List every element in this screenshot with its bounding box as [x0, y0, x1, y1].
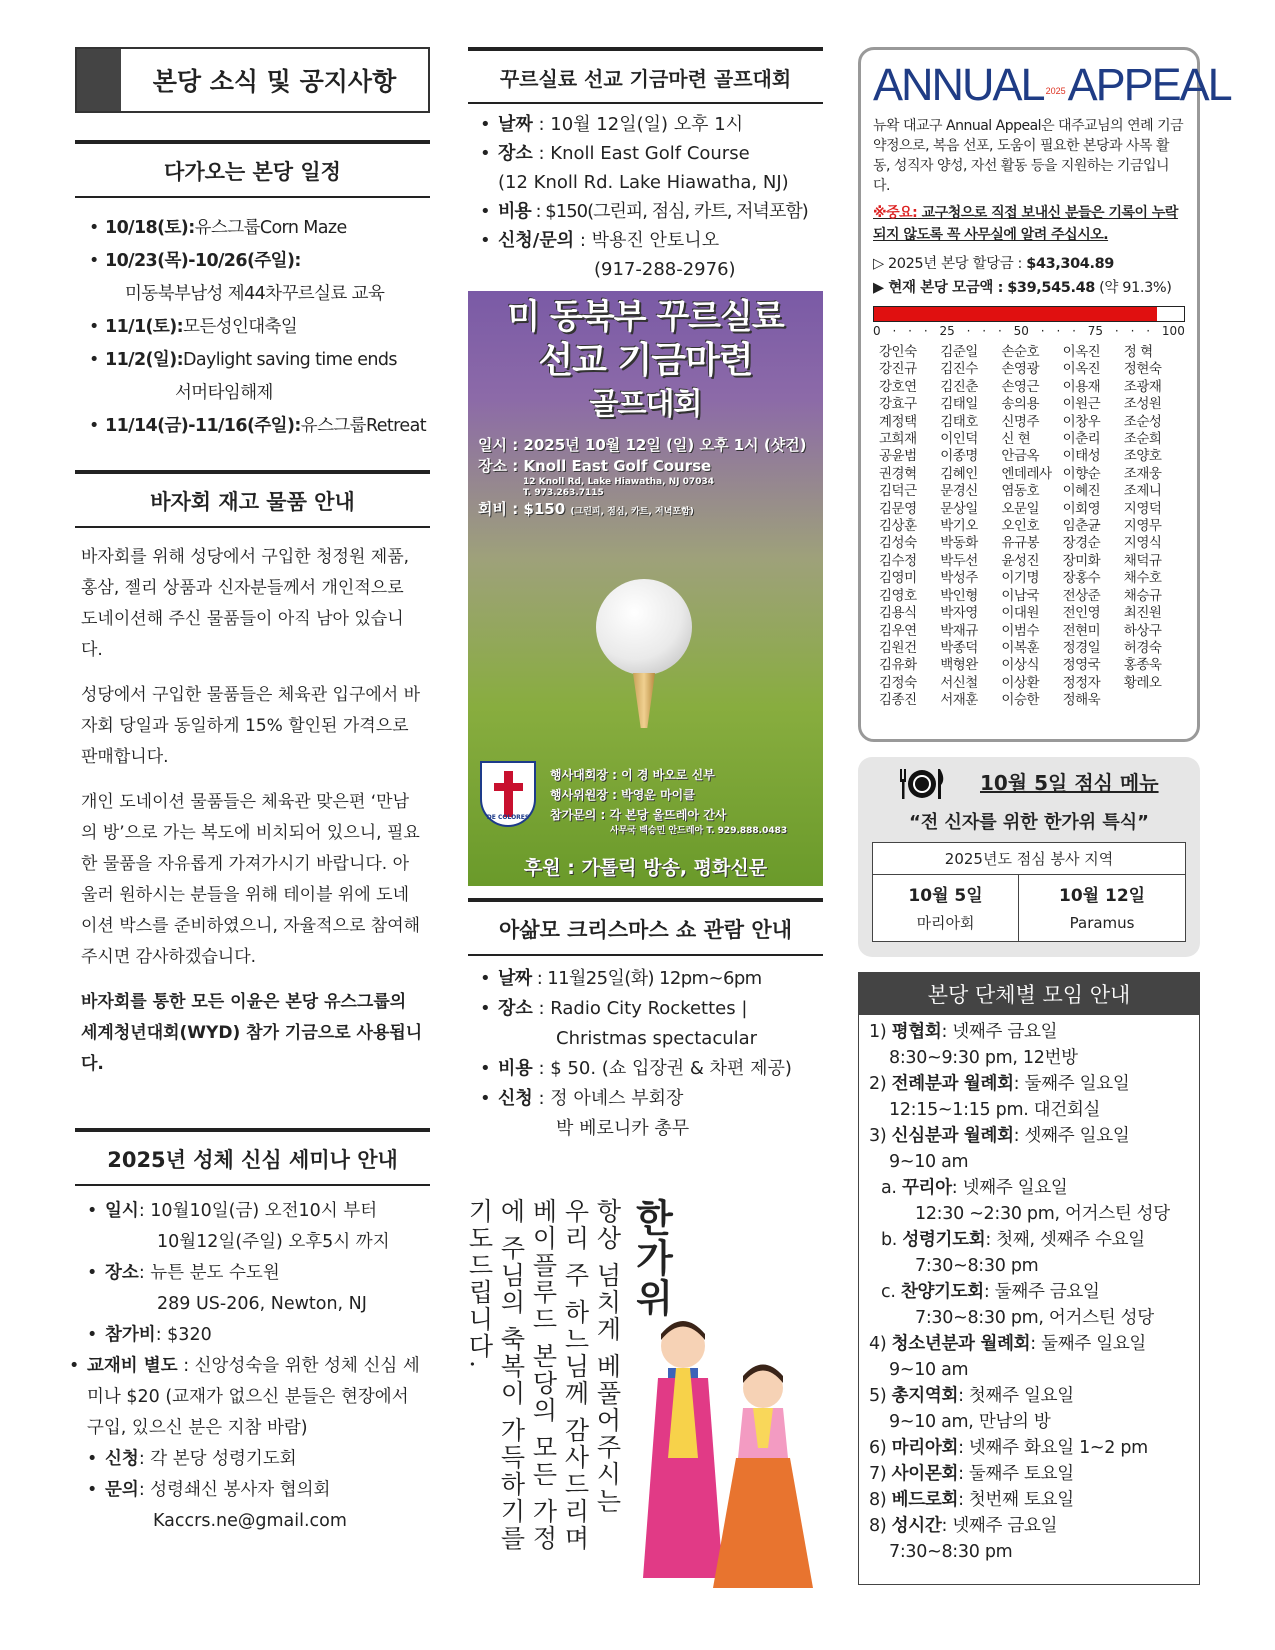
scale-tick: · — [892, 324, 897, 338]
donor-name: 장홍수 — [1062, 570, 1101, 587]
donor-name: 강효구 — [879, 396, 917, 413]
scale-tick: · — [982, 324, 987, 338]
donor-name: 김상훈 — [879, 518, 917, 535]
xmas-apply: • 신청 : 정 아녜스 부회장 박 베로니카 총무 — [480, 1084, 823, 1144]
xmas-title: 아삶모 크리스마스 쇼 관람 안내 — [468, 898, 823, 956]
donor-name: 정현숙 — [1123, 361, 1162, 378]
bazaar-paragraph-4: 바자회를 통한 모든 이윤은 본당 유스그룹의 세계청년대회(WYD) 참가 기금으로 사용됩니다. — [81, 992, 423, 1074]
de-colores-emblem-icon: DE COLORES — [480, 761, 536, 827]
donor-name: 안금옥 — [1001, 448, 1040, 465]
donor-name: 허경숙 — [1123, 639, 1162, 656]
appeal-target: ▷ 2025년 본당 할당금 : $43,304.89 — [873, 256, 1114, 272]
donor-name: 박종덕 — [940, 639, 978, 656]
bazaar-paragraph-1: 바자회를 위해 성당에서 구입한 청정원 제품, 홍삼, 젤리 상품과 신자분들께서 개인적으로 도네이션해 주신 물품들이 아직 남아 있습니다. — [81, 547, 410, 660]
donor-name: 박인형 — [940, 587, 978, 604]
xmas-fee: • 비용 : $ 50. (쇼 입장권 & 차편 제공) — [480, 1054, 823, 1084]
donor-name: 이옥진 — [1062, 344, 1101, 360]
donor-name: 김준일 — [940, 344, 978, 360]
golf-ball-icon — [596, 579, 692, 675]
donor-name: 김혜인 — [940, 465, 978, 482]
schedule-section — [75, 140, 430, 443]
donor-name: 엔데레사 — [1001, 465, 1052, 482]
group-item: 6) 마리아회: 넷째주 화요일 1~2 pm — [869, 1438, 1148, 1458]
group-item: 7) 사이몬회: 둘째주 토요일 — [869, 1464, 1074, 1484]
scale-tick: 100 — [1161, 324, 1185, 338]
groups-title: 본당 단체별 모임 안내 — [859, 973, 1199, 1015]
donor-names — [873, 344, 1185, 710]
donor-name: 강진규 — [879, 361, 917, 378]
donor-name: 조광재 — [1123, 378, 1162, 395]
donor-name: 조순희 — [1123, 431, 1162, 448]
appeal-raised: ▶ 현재 본당 모금액 : $39,545.48 (약 91.3%) — [873, 280, 1172, 296]
schedule-item: • 10/18(토):유스그룹Corn Maze — [89, 212, 430, 245]
bazaar-section — [75, 470, 430, 1080]
golf-date: • 날짜 : 10월 12일(일) 오후 1시 — [480, 110, 823, 139]
hangawi-line4: 에 주님의 축복이 가득하기를 — [497, 1198, 526, 1552]
donor-name: 김진수 — [940, 361, 978, 378]
donor-name: 조제니 — [1123, 483, 1162, 500]
donor-name: 손순호 — [1001, 344, 1040, 360]
poster-staff: 행사대회장 : 이 경 바오로 신부 행사위원장 : 박영운 마이클 참가문의 : 각 본당 울뜨레아 간사 사무국 백승민 안드레아 T. 929.888.0483 — [550, 768, 788, 836]
donor-name: 하상구 — [1123, 622, 1162, 639]
donor-name: 고희재 — [879, 431, 917, 448]
donor-name: 조순성 — [1123, 413, 1162, 430]
hangawi-title: 한가위 — [629, 1198, 674, 1318]
donor-name: 김영미 — [879, 570, 917, 587]
donor-name: 박성주 — [940, 570, 978, 587]
donor-name: 유규봉 — [1001, 535, 1040, 552]
donor-name: 이태성 — [1062, 448, 1101, 465]
donor-name: 이인덕 — [940, 431, 978, 448]
plate-cutlery-icon — [898, 767, 946, 801]
seminar-place: • 장소: 뉴튼 분도 수도원 289 US-206, Newton, NJ — [87, 1258, 430, 1320]
schedule-item: • 11/1(토):모든성인대축일 — [89, 311, 430, 344]
donor-name: 이옥진 — [1062, 361, 1101, 378]
donor-name: 문경신 — [940, 483, 978, 500]
donor-name: 정경일 — [1062, 639, 1101, 656]
groups-list — [859, 1015, 1199, 1569]
hangawi-line2: 우리 주 하느님께 감사드리며 — [561, 1198, 590, 1552]
donor-name: 임춘균 — [1062, 518, 1101, 535]
group-item: 4) 청소년분과 월례회: 둘째주 일요일 9~10 am — [869, 1334, 1147, 1380]
donor-name: 조양호 — [1123, 448, 1162, 465]
donor-name: 이상식 — [1001, 657, 1040, 674]
seminar-section — [75, 1128, 430, 1537]
donor-name: 박자영 — [940, 605, 978, 622]
schedule-item: • 10/23(목)-10/26(주일): 미동북부남성 제44차꾸르실료 교육 — [89, 245, 430, 311]
donor-name: 이춘리 — [1062, 431, 1101, 448]
donor-name: 이남국 — [1001, 587, 1040, 604]
schedule-list — [75, 212, 430, 443]
group-item: b. 성령기도회: 첫째, 셋째주 수요일 7:30~8:30 pm — [881, 1230, 1145, 1276]
main-header — [75, 47, 430, 113]
scale-tick: · — [1130, 324, 1135, 338]
golf-section — [468, 47, 823, 284]
donor-name: 이용재 — [1062, 378, 1101, 395]
bazaar-paragraph-3: 개인 도네이션 물품들은 체육관 맞은편 ‘만남의 방’으로 가는 복도에 비치되어 있으니, 필요한 물품을 자유롭게 가져가시기 바랍니다. 아울러 원하시는 분들을 위해 테이블 위에 도네이션 박스를 준비하였으니, 자율적으로 참여해 주시면 감사하겠습니다. — [81, 792, 421, 967]
scale-tick: · — [923, 324, 928, 338]
donor-name: 박두선 — [940, 552, 978, 569]
donor-name: 황레오 — [1123, 674, 1162, 691]
appeal-progress-bar — [873, 306, 1185, 322]
donor-name: 김태호 — [940, 413, 978, 430]
golf-info-list — [468, 110, 823, 284]
group-item: 3) 신심분과 월례회: 셋째주 일요일 9~10 am — [869, 1126, 1130, 1172]
donor-name: 권경혁 — [879, 465, 917, 482]
donor-name: 이혜진 — [1062, 483, 1101, 500]
donor-name: 전현미 — [1062, 622, 1101, 639]
donor-name: 이승한 — [1001, 692, 1040, 709]
lunch-date-2: 10월 12일 — [1019, 875, 1186, 909]
donor-name: 김문영 — [879, 500, 917, 517]
appeal-description: 뉴왁 대교구 Annual Appeal은 대주교님의 연례 기금 약정으로, 복음 선포, 도움이 필요한 본당과 사목 활동, 성직자 양성, 자선 활동 등을 지원하는 기금입니다. — [873, 118, 1184, 194]
donor-name: 손영광 — [1001, 361, 1040, 378]
lunch-date-1: 10월 5일 — [873, 875, 1019, 909]
golf-fee: • 비용 : $150(그린피, 점심, 카트, 저녁포함) — [480, 197, 823, 226]
schedule-item: • 11/2(일):Daylight saving time ends 서머타임해제 — [89, 344, 430, 410]
donor-name: 김유화 — [879, 657, 917, 674]
donor-name: 장미화 — [1062, 552, 1101, 569]
donor-name: 이기명 — [1001, 570, 1040, 587]
seminar-list — [75, 1196, 430, 1537]
donor-name: 김용식 — [879, 605, 917, 622]
donor-name: 조성원 — [1123, 396, 1162, 413]
donor-name: 김덕근 — [879, 483, 917, 500]
donor-name: 이복훈 — [1001, 639, 1040, 656]
golf-poster — [468, 291, 823, 886]
group-item: 8) 베드로회: 첫번째 토요일 — [869, 1490, 1074, 1510]
donor-name: 조재웅 — [1123, 465, 1162, 482]
xmas-place: • 장소 : Radio City Rockettes | Christmas spectacular — [480, 994, 823, 1054]
hangawi-line3: 베이플루드 본당의 모든 가정 — [529, 1198, 558, 1552]
donor-name: 지영무 — [1123, 518, 1162, 535]
donor-name: 이창우 — [1062, 413, 1101, 430]
donor-name: 김진춘 — [940, 378, 978, 395]
scale-tick: · — [1040, 324, 1045, 338]
page-title: 본당 소식 및 공지사항 — [152, 67, 397, 96]
donor-name: 강호연 — [879, 378, 917, 395]
scale-tick: 75 — [1087, 324, 1104, 338]
donor-name: 박기오 — [940, 518, 978, 535]
donor-name: 김태일 — [940, 396, 978, 413]
donor-name: 손영근 — [1001, 378, 1040, 395]
poster-title-line2: 선교 기금마련 — [538, 340, 753, 381]
donor-name: 최진원 — [1123, 605, 1162, 622]
donor-name: 채승규 — [1123, 587, 1162, 604]
donor-name: 이상환 — [1001, 674, 1040, 691]
xmas-info-list — [468, 964, 823, 1144]
donor-name: 김정숙 — [879, 674, 917, 691]
scale-tick: · — [1056, 324, 1061, 338]
poster-title-line1: 미 동북부 꾸르실료 — [507, 297, 784, 337]
donor-name: 전인영 — [1062, 605, 1101, 622]
group-item: 1) 평협회: 넷째주 금요일 8:30~9:30 pm, 12번방 — [869, 1022, 1078, 1068]
hanbok-couple-illustration — [628, 1308, 823, 1608]
seminar-date: • 일시: 10월10일(금) 오전10시 부터 10월12일(주일) 오후5시 까지 — [87, 1196, 430, 1258]
seminar-apply: • 신청: 각 본당 성령기도회 — [87, 1444, 430, 1475]
scale-tick: · — [997, 324, 1002, 338]
donor-name: 지영식 — [1123, 535, 1162, 552]
donor-name: 김영호 — [879, 587, 917, 604]
donor-name: 홍종욱 — [1123, 657, 1162, 674]
appeal-warning: ※중요: 교구청으로 직접 보내신 분들은 기록이 누락되지 않도록 꼭 사무실에 알려 주십시오. — [873, 205, 1178, 243]
donor-name: 지영덕 — [1123, 500, 1162, 517]
donor-name: 김수정 — [879, 552, 917, 569]
donor-name — [1124, 692, 1185, 709]
bazaar-title: 바자회 재고 물품 안내 — [75, 470, 430, 528]
donor-name: 신 현 — [1001, 431, 1031, 448]
donor-name: 박동화 — [940, 535, 978, 552]
donor-name: 정정자 — [1062, 674, 1101, 691]
donor-name: 송의용 — [1001, 396, 1040, 413]
donor-name: 염동호 — [1001, 483, 1040, 500]
seminar-contact: • 문의: 성령쇄신 봉사자 협의회 Kaccrs.ne@gmail.com — [87, 1475, 430, 1537]
seminar-book: • 교재비 별도 : 신앙성숙을 위한 성체 신심 세미나 $20 (교재가 없으신 분들은 현장에서 구입, 있으신 분은 지참 바람) — [69, 1351, 430, 1444]
donor-name: 서재훈 — [940, 692, 978, 709]
donor-name: 이종명 — [940, 448, 978, 465]
donor-name: 장경순 — [1062, 535, 1101, 552]
donor-name: 채수호 — [1123, 570, 1162, 587]
donor-name: 오문일 — [1001, 500, 1040, 517]
schedule-item: • 11/14(금)-11/16(주일):유스그룹Retreat — [89, 410, 430, 443]
group-item: 8) 성시간: 넷째주 금요일 7:30~8:30 pm — [869, 1516, 1058, 1562]
lunch-group-1: 마리아회 — [873, 908, 1019, 942]
lunch-menu-box — [858, 757, 1200, 957]
group-item: 5) 총지역회: 첫째주 일요일 9~10 am, 만남의 방 — [869, 1386, 1074, 1432]
group-meetings-box — [858, 972, 1200, 1585]
scale-tick: · — [1146, 324, 1151, 338]
scale-tick: · — [966, 324, 971, 338]
hangawi-greeting — [465, 1198, 823, 1650]
donor-name: 채덕규 — [1123, 552, 1162, 569]
scale-tick: 50 — [1013, 324, 1029, 338]
donor-name: 서신철 — [940, 674, 978, 691]
donor-name: 공윤범 — [879, 448, 917, 465]
lunch-service-table — [872, 842, 1186, 942]
donor-name: 정영국 — [1062, 657, 1101, 674]
lunch-group-2: Paramus — [1019, 908, 1186, 942]
lunch-subtitle: “전 신자를 위한 한가위 특식” — [909, 812, 1149, 833]
bazaar-paragraph-2: 성당에서 구입한 물품들은 체육관 입구에서 바자회 당일과 동일하게 15% 할인된 가격으로 판매합니다. — [81, 685, 421, 767]
golf-tee-icon — [633, 673, 655, 728]
donor-name: 윤성진 — [1001, 552, 1040, 569]
donor-name: 전상준 — [1062, 587, 1101, 604]
scale-tick: · — [1114, 324, 1119, 338]
hangawi-line5: 기도드립니다. — [465, 1198, 494, 1370]
donor-name: 문상일 — [940, 500, 978, 517]
golf-place: • 장소 : Knoll East Golf Course (12 Knoll Rd. Lake Hiawatha, NJ) — [480, 139, 823, 197]
donor-name: 계정택 — [879, 413, 917, 430]
donor-name: 정해욱 — [1062, 692, 1101, 709]
donor-name: 신명주 — [1001, 413, 1040, 430]
donor-name: 정 혁 — [1123, 344, 1153, 360]
donor-name: 김원건 — [879, 639, 917, 656]
poster-sponsor: 후원 : 가톨릭 방송, 평화신문 — [523, 857, 768, 879]
poster-title-line3: 골프대회 — [589, 387, 702, 422]
scale-tick: · — [908, 324, 912, 338]
appeal-progress-scale — [873, 324, 1185, 338]
donor-name: 이회영 — [1062, 500, 1101, 517]
group-item: 2) 전례분과 월례회: 둘째주 일요일 12:15~1:15 pm. 대건회실 — [869, 1074, 1130, 1120]
golf-apply: • 신청/문의 : 박용진 안토니오 (917-288-2976) — [480, 226, 823, 284]
donor-name: 이대원 — [1001, 605, 1040, 622]
donor-name: 이향순 — [1062, 465, 1101, 482]
appeal-progress-fill — [874, 307, 1157, 321]
donor-name: 이범수 — [1001, 622, 1040, 639]
poster-info: 일시 : 2025년 10월 12일 (일) 오후 1시 (샷건) 장소 : Knoll East Golf Course 12 Knoll Rd, Lake Hiawatha, NJ 07034 T. 973.263.7115 회비 : $150 (그린피, 점심, 카트, 저녁포함) — [478, 436, 807, 518]
golf-title: 꾸르실료 선교 기금마련 골프대회 — [468, 47, 823, 104]
hangawi-line1: 항상 넘치게 베풀어주시는 — [593, 1198, 622, 1515]
scale-tick: 0 — [873, 324, 881, 338]
seminar-title: 2025년 성체 신심 세미나 안내 — [75, 1128, 430, 1186]
donor-name: 강인숙 — [879, 344, 917, 360]
scale-tick: · — [1072, 324, 1076, 338]
donor-name: 오인호 — [1001, 518, 1040, 535]
annual-appeal-logo: ANNUAL $^{2025}$APPEAL — [873, 59, 1231, 110]
seminar-fee: • 참가비: $320 — [87, 1320, 430, 1351]
annual-appeal-box — [858, 47, 1231, 742]
lunch-title: 10월 5일 점심 메뉴 — [980, 771, 1159, 795]
xmas-date: • 날짜 : 11월25일(화) 12pm~6pm — [480, 964, 823, 994]
donor-name: 김우연 — [879, 622, 917, 639]
donor-name: 백형완 — [940, 657, 978, 674]
header-bar — [77, 49, 121, 111]
donor-name: 이원근 — [1062, 396, 1101, 413]
scale-tick: 25 — [939, 324, 955, 338]
xmas-section — [468, 898, 823, 1144]
donor-name: 김종진 — [879, 692, 917, 709]
lunch-table-header: 2025년도 점심 봉사 지역 — [873, 843, 1186, 875]
seminar-email: Kaccrs.ne@gmail.com — [153, 1511, 347, 1531]
group-item: a. 꾸리아: 넷째주 일요일 12:30 ~2:30 pm, 어거스틴 성당 — [881, 1178, 1170, 1224]
group-item: c. 찬양기도회: 둘째주 금요일 7:30~8:30 pm, 어거스틴 성당 — [881, 1282, 1154, 1328]
donor-name: 박재규 — [940, 622, 978, 639]
schedule-title: 다가오는 본당 일정 — [75, 140, 430, 198]
donor-name: 김성숙 — [879, 535, 917, 552]
